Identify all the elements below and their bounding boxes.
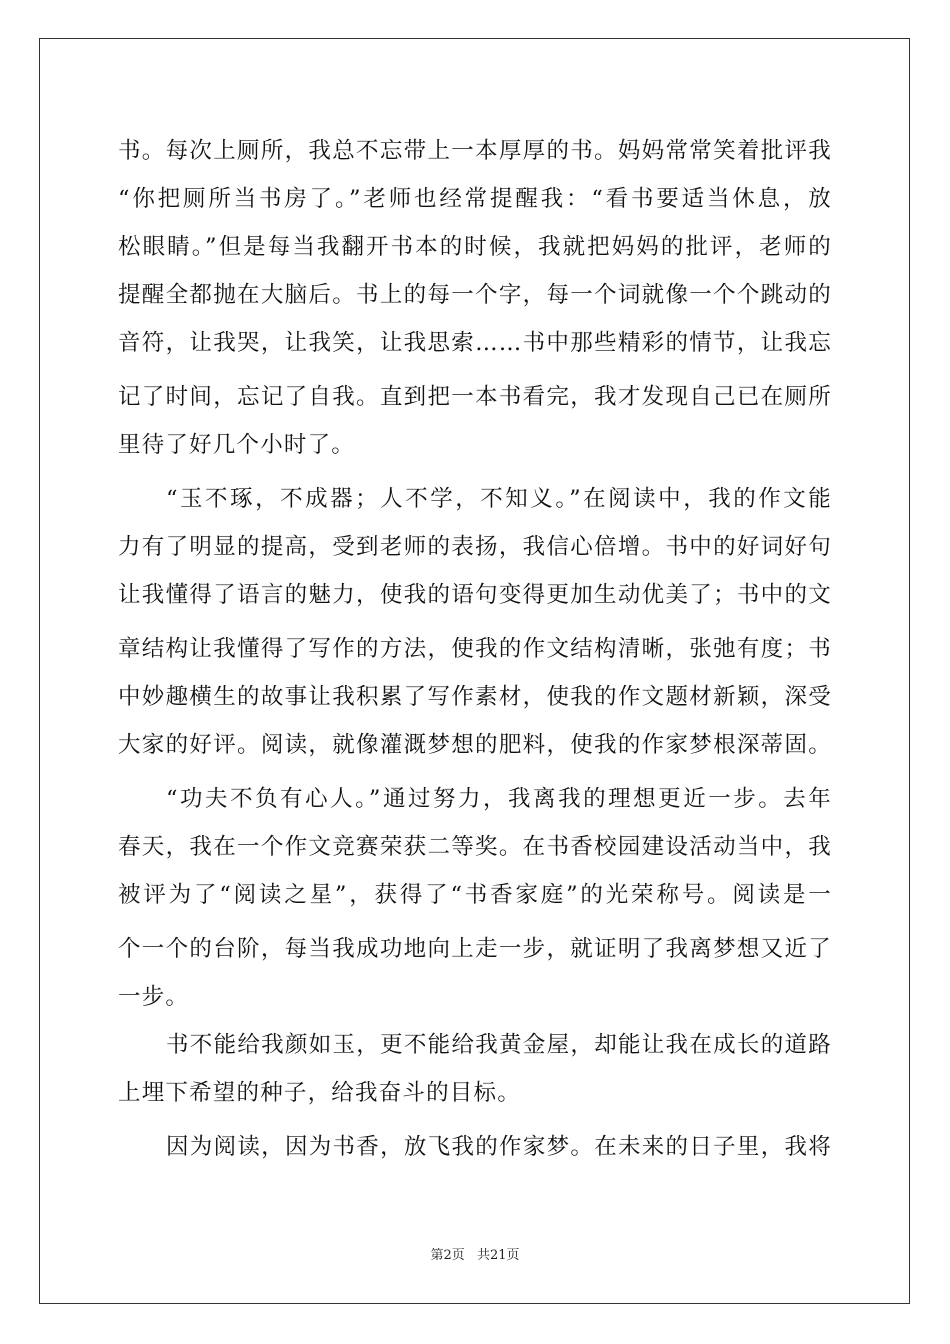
text-line: 大家的好评。阅读，就像灌溉梦想的肥料，使我的作家梦根深蒂固。	[118, 732, 832, 758]
text-line: 书。每次上厕所，我总不忘带上一本厚厚的书。妈妈常常笑着批评我	[118, 138, 832, 164]
text-line: 章结构让我懂得了写作的方法，使我的作文结构清晰，张弛有度；书	[118, 636, 832, 662]
text-line: 里待了好几个小时了。	[118, 432, 356, 458]
text-line: 中妙趣横生的故事让我积累了写作素材，使我的作文题材新颖，深受	[118, 684, 832, 710]
text-line: 提醒全都抛在大脑后。书上的每一个字，每一个词就像一个个跳动的	[118, 282, 832, 308]
text-line: 上埋下希望的种子，给我奋斗的目标。	[118, 1080, 521, 1106]
text-line: “功夫不负有心人。”通过努力，我离我的理想更近一步。去年	[166, 786, 832, 812]
text-line: 书不能给我颜如玉，更不能给我黄金屋，却能让我在成长的道路	[166, 1032, 832, 1058]
text-line: 春天，我在一个作文竞赛荣获二等奖。在书香校园建设活动当中，我	[118, 834, 832, 860]
text-line: 一步。	[118, 984, 190, 1010]
text-line: 让我懂得了语言的魅力，使我的语句变得更加生动优美了；书中的文	[118, 582, 832, 608]
total-pages: 共21页	[476, 1248, 520, 1263]
text-line: 个一个的台阶，每当我成功地向上走一步，就证明了我离梦想又近了	[118, 936, 832, 962]
text-line: 因为阅读，因为书香，放飞我的作家梦。在未来的日子里，我将	[166, 1134, 832, 1160]
text-line: 音符，让我哭，让我笑，让我思索……书中那些精彩的情节，让我忘	[118, 330, 832, 356]
text-line: 松眼睛。”但是每当我翻开书本的时候，我就把妈妈的批评，老师的	[118, 234, 832, 260]
page-number: 第2页	[430, 1248, 465, 1263]
page-footer	[0, 1244, 950, 1263]
text-line: “玉不琢，不成器；人不学，不知义。”在阅读中，我的作文能	[166, 486, 832, 512]
text-line: 记了时间，忘记了自我。直到把一本书看完，我才发现自己已在厕所	[118, 384, 832, 410]
text-line: 被评为了“阅读之星”，获得了“书香家庭”的光荣称号。阅读是一	[118, 882, 832, 908]
text-line: 力有了明显的提高，受到老师的表扬，我信心倍增。书中的好词好句	[118, 534, 832, 560]
text-line: “你把厕所当书房了。”老师也经常提醒我：“看书要适当休息，放	[118, 186, 832, 212]
